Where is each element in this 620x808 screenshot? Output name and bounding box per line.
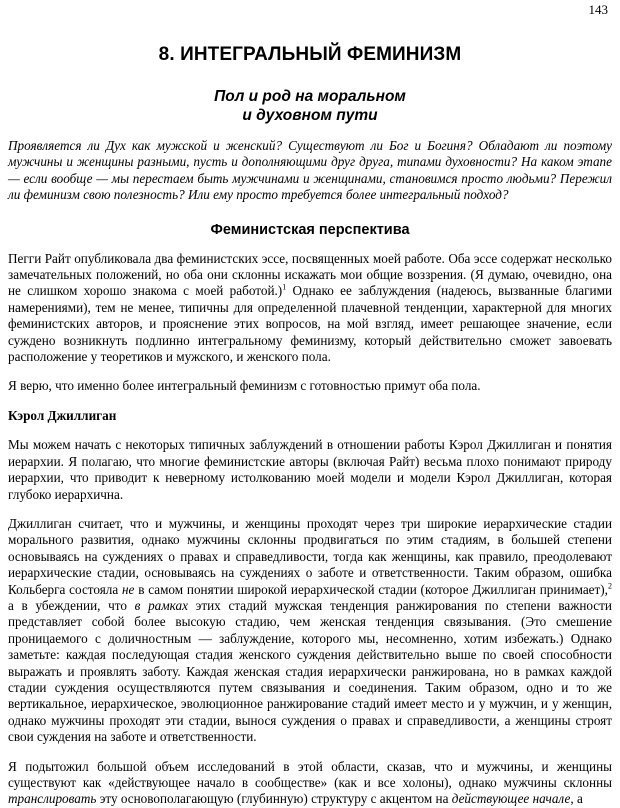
footnote-marker-1: 1 <box>282 283 287 293</box>
paragraph-5 <box>8 759 612 808</box>
paragraph-4-emphasis-2: в рамках <box>134 597 188 613</box>
paragraph-4-text-c: а в убеждении, что <box>8 597 135 613</box>
paragraph-5-emphasis-2: действующее начале <box>451 791 571 807</box>
paragraph-1-text-b: Однако ее заблуждения (надеюсь, вызванные благими намерениями), тем не менее, типичны для определенной плачевной тенденции, характерной для многих феминистских авторов, и прояснение этих вопросов, на мой взгляд, имеет решающее значение, если суждено возникнуть подлинно интегральному феминизму, который действительно сможет завоевать расположение у теоретиков и мужского, и женского пола. <box>8 283 612 365</box>
epigraph: Проявляется ли Дух как мужской и женский? Существуют ли Бог и Богиня? Обладают ли поэтому мужчины и женщины разными, пусть и дополняющими друг друга, типами духовности? На каком этапе — если вообще — мы перестаем быть мужчинами и женщинами, становимся просто людьми? Пережил ли феминизм свою полезность? Или ему просто требуется более интегральный подход? <box>8 138 612 203</box>
paragraph-5-text-a: Я подытожил большой объем исследований в этой области, сказав, что и мужчины, и женщины существуют как «действующее начало в сообществе» (как и все холоны), однако мужчины склонны <box>8 758 612 790</box>
paragraph-4-text-b: в самом понятии широкой иерархической стадии (которое Джиллиган принимает), <box>134 581 608 597</box>
paragraph-4 <box>8 516 612 746</box>
page-number: 143 <box>588 2 608 17</box>
paragraph-3: Мы можем начать с некоторых типичных заблуждений в отношении работы Кэрол Джиллиган и понятия иерархии. Я полагаю, что многие феминистские авторы (включая Райт) весьма плохо понимают природу иерархии, что приводит к неверному истолкованию моей модели и модели Кэрол Джиллиган, которая глубоко иерархична. <box>8 437 612 502</box>
paragraph-1-text-a: Пегги Райт опубликовала два феминистских эссе, посвященных моей работе. Оба эссе содержат несколько замечательных положений, но оба они склонны искажать мои общие воззрения. (Я думаю, очевидно, она не слишком хорошо знакома с моей работой.) <box>8 250 612 299</box>
paragraph-1 <box>8 251 612 366</box>
paragraph-4-emphasis-1: не <box>122 581 135 597</box>
chapter-subtitle <box>8 87 612 125</box>
paragraph-5-emphasis-1: транслировать <box>8 791 97 807</box>
paragraph-4-text-d: этих стадий мужская тенденция ранжирования по степени важности представляет собой более высокую стадию, чем женская тенденция связывания. (Это смешение проницаемого с доличностным — заблуждение, которого мы, несомненно, хотим избежать.) Однако заметьте: каждая последующая стадия женского суждения действительно выше по своей способности выражать и проявлять заботу. Каждая женская стадия иерархически ранжирована, но в рамках каждой стадии суждения осуществляются путем связывания и соединения. Таким образом, одно и то же вертикальное, иерархическое, эволюционное ранжирование стадий имеет место и у мужчин, и у женщин, однако мужчины проходят эти стадии, вынося суждения о правах и справедливости, а женщины строят свои суждения на заботе и ответственности. <box>8 597 612 745</box>
section-heading: Феминистская перспектива <box>210 221 410 238</box>
subtitle-line-2: и духовном пути <box>242 107 378 124</box>
subtitle-line-1: Пол и род на моральном <box>214 88 406 105</box>
paragraph-2: Я верю, что именно более интегральный феминизм с готовностью примут оба пола. <box>8 378 481 394</box>
paragraph-5-text-b: эту основополагающую (глубинную) структуру с акцентом на <box>96 791 452 807</box>
paragraph-5-text-c: , а <box>570 791 583 807</box>
paragraph-4-text-a: Джиллиган считает, что и мужчины, и женщины проходят через три широкие иерархические стадии морального развития, однако мужчины склонны продвигаться по этим стадиям, в большей степени основываясь на суждениях о правах и справедливости, тогда как женщины, как правило, преодолевают иерархические стадии, основываясь на суждениях о заботе и ответственности. Таким образом, ошибка Кольберга состояла <box>8 515 612 597</box>
subheading-gilligan: Кэрол Джиллиган <box>8 407 117 423</box>
footnote-marker-2: 2 <box>607 581 612 591</box>
chapter-title: 8. ИНТЕГРАЛЬНЫЙ ФЕМИНИЗМ <box>158 44 462 65</box>
